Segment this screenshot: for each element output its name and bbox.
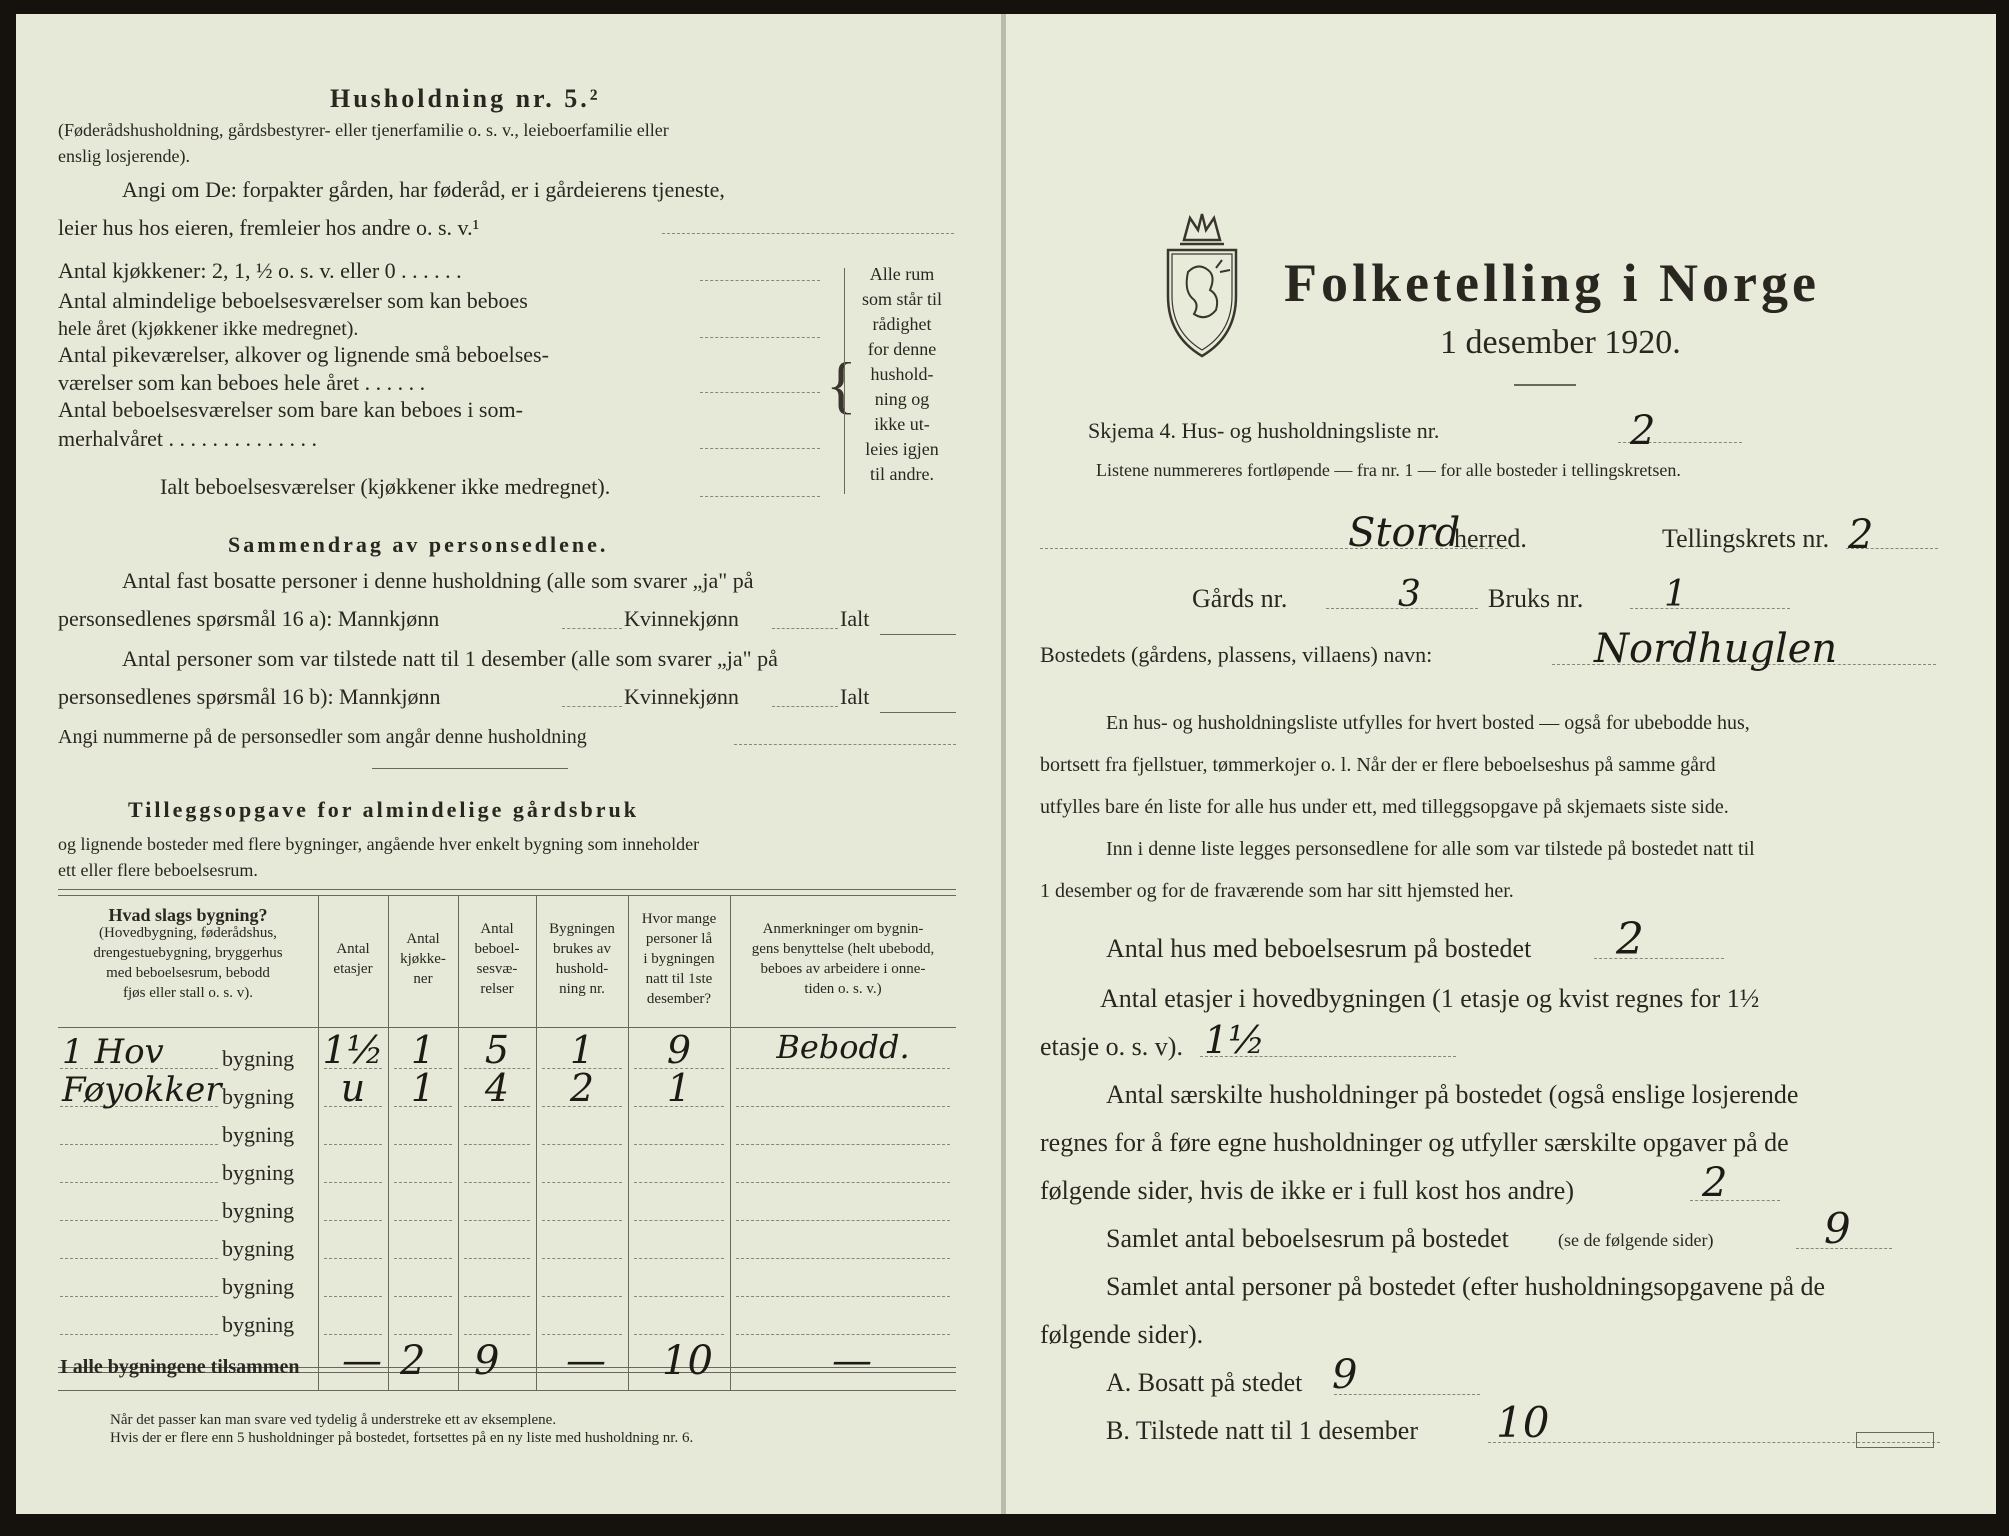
table-header-cell: Antal: [406, 931, 440, 947]
bosted-value: Nordhuglen: [1594, 626, 1838, 672]
row-name-line: [60, 1258, 218, 1259]
row-cell-line: [634, 1144, 724, 1145]
row-cell-line: [736, 1258, 950, 1259]
row-cell-line: [634, 1334, 724, 1335]
table-header-cell: Hvad slags bygning?: [108, 905, 268, 925]
etasjer-label-line2: etasje o. s. v).: [1040, 1032, 1183, 1061]
krets-label: Tellingskrets nr.: [1662, 524, 1830, 553]
table-header-cell: beboes av arbeidere i onne-: [760, 961, 926, 977]
row-cell-line: [394, 1144, 452, 1145]
table-header-cell: i bygningen: [643, 951, 715, 967]
section-divider: [372, 768, 568, 769]
summary-resident-total: Ialt: [840, 606, 870, 631]
krets-value: 2: [1848, 512, 1874, 558]
table-bottom-rule: [58, 1390, 956, 1391]
bruks-value: 1: [1664, 574, 1687, 615]
table-header-cell: Bygningen: [549, 921, 615, 937]
supplement-heading: Tilleggsopgave for almindelige gårdsbruk: [128, 797, 639, 822]
antal-hus-line: [1594, 958, 1724, 959]
summary-heading: Sammendrag av personsedlene.: [228, 532, 609, 557]
instruction-line: bortsett fra fjellstuer, tømmerkojer o. l. Når der er flere beboelseshus på samme gård: [1040, 754, 1716, 776]
bosatt-value: 9: [1332, 1352, 1358, 1398]
summary-present-line1: Antal personer som var tilstede natt til 1 desember (alle som svarer „ja" på: [122, 646, 778, 671]
resident-male-line: [562, 628, 622, 629]
etasjer-label-line1: Antal etasjer i hovedbygningen (1 etasje og kvist regnes for 1½: [1100, 984, 1760, 1013]
row-cell-line: [324, 1144, 382, 1145]
table-column-rule: [388, 895, 389, 1390]
supplement-text-line2: ett eller flere beboelsesrum.: [58, 860, 258, 880]
row-cell-line: [324, 1220, 382, 1221]
row-cell-line: [464, 1334, 530, 1335]
bruks-label: Bruks nr.: [1488, 584, 1584, 613]
row-suffix: bygning: [222, 1084, 295, 1109]
side-note-line: ikke ut-: [874, 414, 930, 434]
instruction-line: En hus- og husholdningsliste utfylles for hvert bosted — også for ubebodde hus,: [1106, 712, 1750, 734]
rooms-answer-line: [700, 337, 820, 338]
rooms-question-line2: hele året (kjøkkener ikke medregnet).: [58, 318, 359, 340]
bruks-answer-line: [1630, 608, 1790, 609]
row-cell-line: [324, 1296, 382, 1297]
summer-rooms-question-line2: merhalvåret . . . . . . . . . . . . . .: [58, 426, 318, 451]
row-cell-line: [394, 1334, 452, 1335]
row-suffix: bygning: [222, 1274, 295, 1299]
small-rooms-question-line1: Antal pikeværelser, alkover og lignende små beboelses-: [58, 342, 549, 367]
tilstede-label: B. Tilstede natt til 1 desember: [1106, 1416, 1418, 1445]
row-cell-line: [394, 1296, 452, 1297]
row-personer-value: 9: [666, 1028, 692, 1072]
row-cell-line: [464, 1220, 530, 1221]
row-cell-line: [394, 1220, 452, 1221]
herred-value: Stord: [1348, 510, 1461, 556]
row-hushold-value: 1: [569, 1028, 595, 1072]
norwegian-coat-of-arms-icon: [1160, 210, 1244, 360]
row-cell-line: [324, 1182, 382, 1183]
row-anm-value: Bebodd.: [776, 1028, 910, 1066]
table-header-cell: tiden o. s. v.): [804, 981, 882, 997]
husholdninger-value: 2: [1702, 1160, 1728, 1206]
instruction-line: utfylles bare én liste for alle hus under ett, med tilleggsopgave på skjemaets siste side.: [1040, 796, 1729, 818]
rum-value: 9: [1824, 1204, 1851, 1253]
row-cell-line: [542, 1182, 622, 1183]
table-header-cell: natt til 1ste: [645, 971, 713, 987]
table-header-cell: relser: [480, 981, 514, 997]
row-cell-line: [736, 1144, 950, 1145]
instruction-line: Inn i denne liste legges personsedlene for alle som var tilstede på bostedet natt til: [1106, 838, 1755, 860]
herred-label: herred.: [1454, 524, 1527, 553]
side-note-line: for denne: [867, 339, 937, 359]
husholdninger-label-line1: Antal særskilte husholdninger på bostedet (også enslige losjerende: [1106, 1080, 1799, 1109]
summer-rooms-answer-line: [700, 448, 820, 449]
row-cell-line: [464, 1258, 530, 1259]
row-vaerelser-value: 4: [484, 1066, 510, 1110]
table-header-cell: hushold-: [555, 961, 609, 977]
row-cell-line: [324, 1334, 382, 1335]
row-cell-line: [542, 1334, 622, 1335]
row-hushold-value: 2: [569, 1066, 595, 1110]
side-note-line: rådighet: [872, 314, 932, 334]
side-note-line: til andre.: [870, 464, 934, 484]
row-cell-line: [324, 1258, 382, 1259]
footnote-line1: Når det passer kan man svare ved tydelig å understreke ett av eksemplene.: [110, 1412, 557, 1428]
resident-total-line: [880, 634, 956, 635]
summary-resident-line2: personsedlenes spørsmål 16 a): Mannkjønn: [58, 606, 440, 631]
row-cell-line: [394, 1182, 452, 1183]
total-vaerelser: 9: [474, 1338, 500, 1384]
rum-note: (se de følgende sider): [1558, 1230, 1714, 1250]
row-cell-line: [542, 1258, 622, 1259]
row-name-line: [60, 1334, 218, 1335]
table-header-cell: kjøkke-: [400, 951, 446, 967]
rum-label: Samlet antal beboelsesrum på bostedet: [1106, 1224, 1509, 1253]
row-cell-line: [634, 1296, 724, 1297]
total-personer: 10: [662, 1338, 713, 1384]
table-header-cell: ning nr.: [559, 981, 605, 997]
antal-hus-label: Antal hus med beboelsesrum på bostedet: [1106, 934, 1532, 963]
row-cell-line: [542, 1220, 622, 1221]
row-personer-value: 1: [666, 1066, 692, 1110]
supplement-text-line1: og lignende bosteder med flere bygninger, angående hver enkelt bygning som inneholder: [58, 834, 700, 854]
title-rule: [1514, 384, 1576, 386]
row-cell-line: [634, 1220, 724, 1221]
table-header-cell: beboel-: [474, 941, 520, 957]
skjema-value: 2: [1630, 408, 1656, 454]
husholdninger-label-line2: regnes for å føre egne husholdninger og utfyller særskilte opgaver på de: [1040, 1128, 1789, 1157]
printer-stamp: [1856, 1432, 1934, 1448]
total-hushold: —: [566, 1338, 606, 1384]
side-note-line: ning og: [874, 389, 930, 409]
skjema-label: Skjema 4. Hus- og husholdningsliste nr.: [1088, 418, 1440, 443]
table-header-cell: personer lå: [645, 931, 713, 947]
instruction-line: 1 desember og for de fraværende som har sitt hjemsted her.: [1040, 880, 1514, 902]
row-suffix: bygning: [222, 1312, 295, 1337]
summary-resident-line1: Antal fast bosatte personer i denne husholdning (alle som svarer „ja" på: [122, 568, 754, 593]
small-rooms-question-line2: værelser som kan beboes hele året . . . . . .: [58, 370, 426, 395]
total-anmerkninger: —: [832, 1338, 872, 1384]
kitchens-question: Antal kjøkkener: 2, 1, ½ o. s. v. eller 0 . . . . . .: [58, 258, 462, 283]
table-header-cell: sesvæ-: [476, 961, 518, 977]
gards-label: Gårds nr.: [1192, 584, 1288, 613]
row-cell-line: [464, 1182, 530, 1183]
table-top-rule-2: [58, 895, 956, 896]
row-cell-line: [542, 1144, 622, 1145]
row-suffix: bygning: [222, 1236, 295, 1261]
row-cell-line: [736, 1334, 950, 1335]
row-vaerelser-value: 5: [484, 1028, 510, 1072]
present-male-line: [562, 706, 622, 707]
table-header-cell: med beboelsesrum, bebodd: [106, 965, 270, 981]
row-cell-line: [464, 1296, 530, 1297]
husholdninger-label-line3: følgende sider, hvis de ikke er i full kost hos andre): [1040, 1176, 1574, 1205]
table-header-cell: etasjer: [333, 961, 373, 977]
row-cell-line: [542, 1296, 622, 1297]
total-rooms-question: Ialt beboelsesværelser (kjøkkener ikke medregnet).: [160, 474, 611, 499]
row-cell-line: [634, 1258, 724, 1259]
row-name-line: [60, 1220, 218, 1221]
row-name-line: [60, 1144, 218, 1145]
table-header-cell: drengestuebygning, bryggerhus: [93, 945, 283, 961]
row-cell-line: [736, 1182, 950, 1183]
table-header-cell: Antal: [480, 921, 514, 937]
row-cell-line: [736, 1296, 950, 1297]
rooms-question-line1: Antal almindelige beboelsesværelser som kan beboes: [58, 288, 528, 313]
row-suffix: bygning: [222, 1046, 295, 1071]
small-rooms-answer-line: [700, 392, 820, 393]
table-header-cell: desember?: [646, 991, 712, 1007]
side-note-brace: {: [826, 349, 857, 420]
row-building-name: Føyokker: [62, 1070, 222, 1110]
tenure-question-line2: leier hus hos eieren, fremleier hos andre o. s. v.¹: [58, 215, 480, 240]
summary-present-female: Kvinnekjønn: [624, 684, 739, 709]
table-header-cell: gens benyttelse (helt ubebodd,: [751, 941, 935, 957]
tenure-question-line1: Angi om De: forpakter gården, har føderåd, er i gårdeierens tjeneste,: [122, 177, 725, 202]
summary-present-total: Ialt: [840, 684, 870, 709]
row-kjokken-value: 1: [410, 1028, 436, 1072]
table-header-cell: (Hovedbygning, føderådshus,: [99, 925, 277, 941]
row-name-line: [60, 1182, 218, 1183]
row-etasjer-value: 1½: [322, 1028, 384, 1072]
row-suffix: bygning: [222, 1198, 295, 1223]
total-kjokken: 2: [400, 1338, 426, 1384]
row-suffix: bygning: [222, 1122, 295, 1147]
personer-label-line2: følgende sider).: [1040, 1320, 1204, 1349]
total-etasjer: —: [342, 1338, 382, 1384]
personer-label-line1: Samlet antal personer på bostedet (efter husholdningsopgavene på de: [1106, 1272, 1826, 1301]
side-note-line: leies igjen: [865, 439, 939, 459]
summary-present-line2: personsedlenes spørsmål 16 b): Mannkjønn: [58, 684, 441, 709]
tenure-answer-line: [662, 233, 954, 234]
present-total-line: [880, 712, 956, 713]
listene-instruction: Listene nummereres fortløpende — fra nr. 1 — for alle bosteder i tellingskretsen.: [1096, 460, 1681, 480]
bosted-label: Bostedets (gårdens, plassens, villaens) navn:: [1040, 642, 1433, 667]
table-header-cell: Antal: [336, 941, 370, 957]
kitchens-answer-line: [700, 280, 820, 281]
row-building-name: 1 Hov: [62, 1032, 164, 1072]
row-kjokken-value: 1: [410, 1066, 436, 1110]
footnote-line2: Hvis der er flere enn 5 husholdninger på bostedet, fortsettes på en ny liste med husholdning nr. 6.: [110, 1430, 694, 1446]
side-note-rule: [844, 268, 845, 494]
row-etasjer-value: u: [340, 1066, 366, 1110]
table-top-rule: [58, 889, 956, 890]
table-column-rule: [628, 895, 629, 1390]
gards-value: 3: [1398, 574, 1421, 615]
row-cell-line: [464, 1144, 530, 1145]
row-suffix: bygning: [222, 1160, 295, 1185]
table-header-cell: Hvor mange: [641, 911, 717, 927]
household-subtitle-line1: (Føderådshusholdning, gårdsbestyrer- eller tjenerfamilie o. s. v., leieboerfamilie eller: [58, 120, 669, 140]
side-note-line: som står til: [862, 289, 942, 309]
row-cell-line: [736, 1220, 950, 1221]
row-cell-line: [736, 1106, 950, 1107]
summary-resident-female: Kvinnekjønn: [624, 606, 739, 631]
resident-female-line: [772, 628, 838, 629]
summary-numbers-question: Angi nummerne på de personsedler som angår denne husholdning: [58, 726, 587, 748]
table-header-cell: Anmerkninger om bygnin-: [762, 921, 924, 937]
bosatt-label: A. Bosatt på stedet: [1106, 1368, 1303, 1397]
side-note-line: hushold-: [870, 364, 934, 384]
row-name-line: [60, 1296, 218, 1297]
present-female-line: [772, 706, 838, 707]
antal-hus-value: 2: [1616, 914, 1644, 965]
table-header-cell: ner: [413, 971, 433, 987]
household-title: Husholdning nr. 5.²: [330, 84, 601, 113]
etasjer-value: 1½: [1204, 1018, 1266, 1062]
census-date: 1 desember 1920.: [1440, 324, 1681, 361]
census-title: Folketelling i Norge: [1284, 253, 1820, 313]
total-rooms-answer-line: [700, 496, 820, 497]
table-header-cell: brukes av: [553, 941, 611, 957]
row-cell-line: [736, 1068, 950, 1069]
row-cell-line: [634, 1182, 724, 1183]
tilstede-value: 10: [1496, 1398, 1550, 1447]
table-header-cell: fjøs eller stall o. s. v).: [123, 985, 253, 1001]
row-cell-line: [394, 1258, 452, 1259]
summer-rooms-question-line1: Antal beboelsesværelser som bare kan beboes i som-: [58, 397, 523, 422]
side-note-line: Alle rum: [869, 264, 935, 284]
numbers-answer-line: [734, 744, 956, 745]
table-total-label: I alle bygningene tilsammen: [60, 1356, 300, 1378]
household-subtitle-line2: enslig losjerende).: [58, 146, 190, 166]
